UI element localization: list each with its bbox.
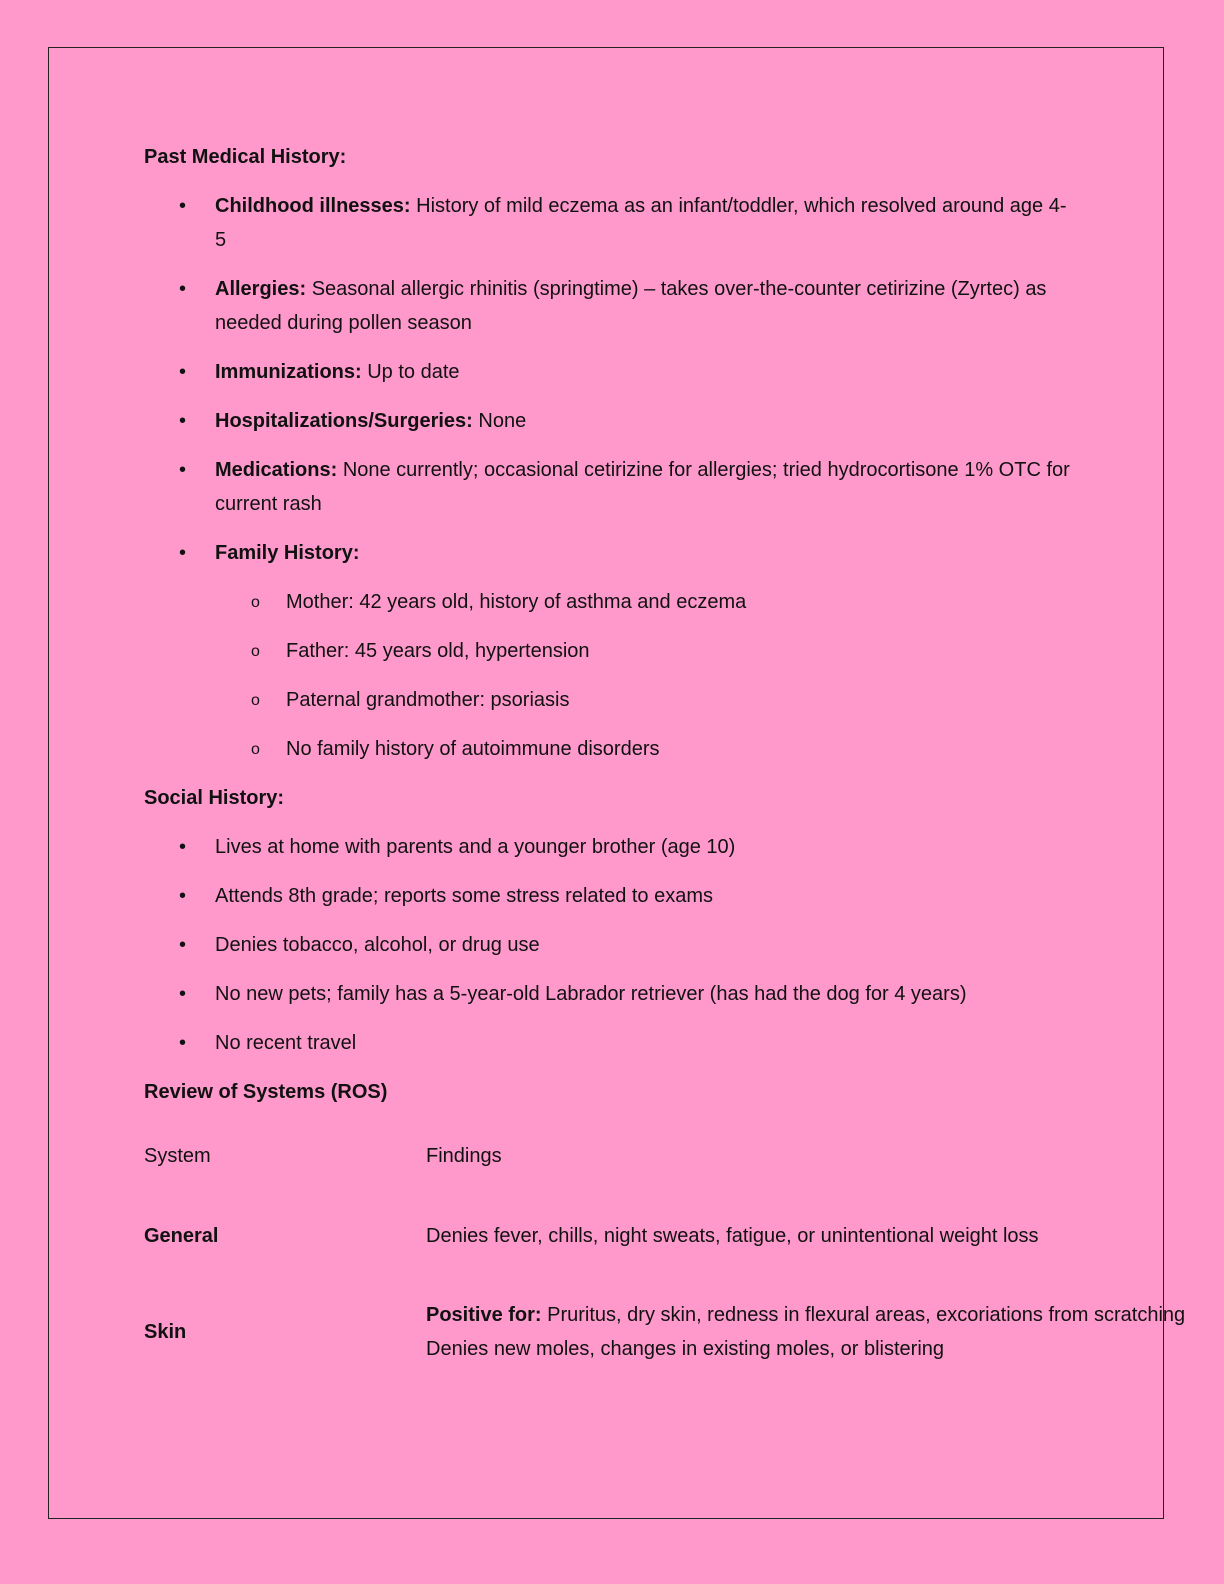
ros-heading: Review of Systems (ROS) xyxy=(144,1081,388,1103)
list-item xyxy=(144,536,1075,570)
list-item xyxy=(144,272,1075,340)
list-item xyxy=(144,404,1075,438)
list-item xyxy=(144,355,1075,389)
list-item: • No new pets; family has a 5-year-old Labrador retriever (has had the dog for 4 years) xyxy=(144,977,1075,1011)
ros-findings-cell xyxy=(426,1298,1185,1366)
sub-list-item: o Mother: 42 years old, history of asthma and eczema xyxy=(144,585,1224,619)
positive-text: Pruritus, dry skin, redness in flexural areas, excoriations from scratching xyxy=(547,1304,1186,1326)
ros-system-cell: General xyxy=(144,1225,219,1247)
ros-table xyxy=(144,1139,1224,1366)
list-item xyxy=(144,453,1075,521)
item-label: Hospitalizations/Surgeries: xyxy=(215,410,473,432)
positive-label: Positive for: xyxy=(426,1304,542,1326)
item-label: Childhood illnesses: xyxy=(215,195,411,217)
item-text: None xyxy=(478,410,527,432)
past-medical-history-list xyxy=(144,189,1224,570)
ros-findings-cell: Denies fever, chills, night sweats, fatigue, or unintentional weight loss xyxy=(426,1225,1039,1247)
social-history-heading: Social History: xyxy=(144,787,285,809)
ros-system-cell: Skin xyxy=(144,1321,187,1343)
ros-header-row xyxy=(144,1139,1224,1173)
past-medical-history-heading: Past Medical History: xyxy=(144,146,347,168)
item-label: Immunizations: xyxy=(215,361,362,383)
item-text: Seasonal allergic rhinitis (springtime) – takes over-the-counter cetirizine (Zyrtec) as needed during pollen season xyxy=(215,278,1047,334)
ros-findings-line: Denies new moles, changes in existing moles, or blistering xyxy=(426,1338,945,1360)
list-item: • Denies tobacco, alcohol, or drug use xyxy=(144,928,1075,962)
item-text: History of mild eczema as an infant/toddler, which resolved around age 4-5 xyxy=(215,195,1067,251)
list-item: • Lives at home with parents and a younger brother (age 10) xyxy=(144,830,1075,864)
list-item: • No recent travel xyxy=(144,1026,1075,1060)
list-item: • Attends 8th grade; reports some stress related to exams xyxy=(144,879,1075,913)
sub-list-item: o No family history of autoimmune disorders xyxy=(144,732,1224,766)
ros-col-system: System xyxy=(144,1145,211,1167)
item-label: Family History: xyxy=(215,542,360,564)
ros-col-findings: Findings xyxy=(426,1145,502,1167)
sub-list-item: o Father: 45 years old, hypertension xyxy=(144,634,1224,668)
table-row xyxy=(144,1298,1224,1366)
item-text: None currently; occasional cetirizine for allergies; tried hydrocortisone 1% OTC for current rash xyxy=(215,459,1070,515)
document-content xyxy=(144,140,1224,1366)
item-text: Up to date xyxy=(367,361,460,383)
ros-findings-line xyxy=(426,1298,1185,1332)
sub-list-item: o Paternal grandmother: psoriasis xyxy=(144,683,1224,717)
list-item xyxy=(144,189,1075,257)
family-history-list xyxy=(144,585,1224,766)
item-label: Allergies: xyxy=(215,278,307,300)
social-history-list xyxy=(144,830,1224,1060)
table-row xyxy=(144,1219,1224,1253)
item-label: Medications: xyxy=(215,459,338,481)
